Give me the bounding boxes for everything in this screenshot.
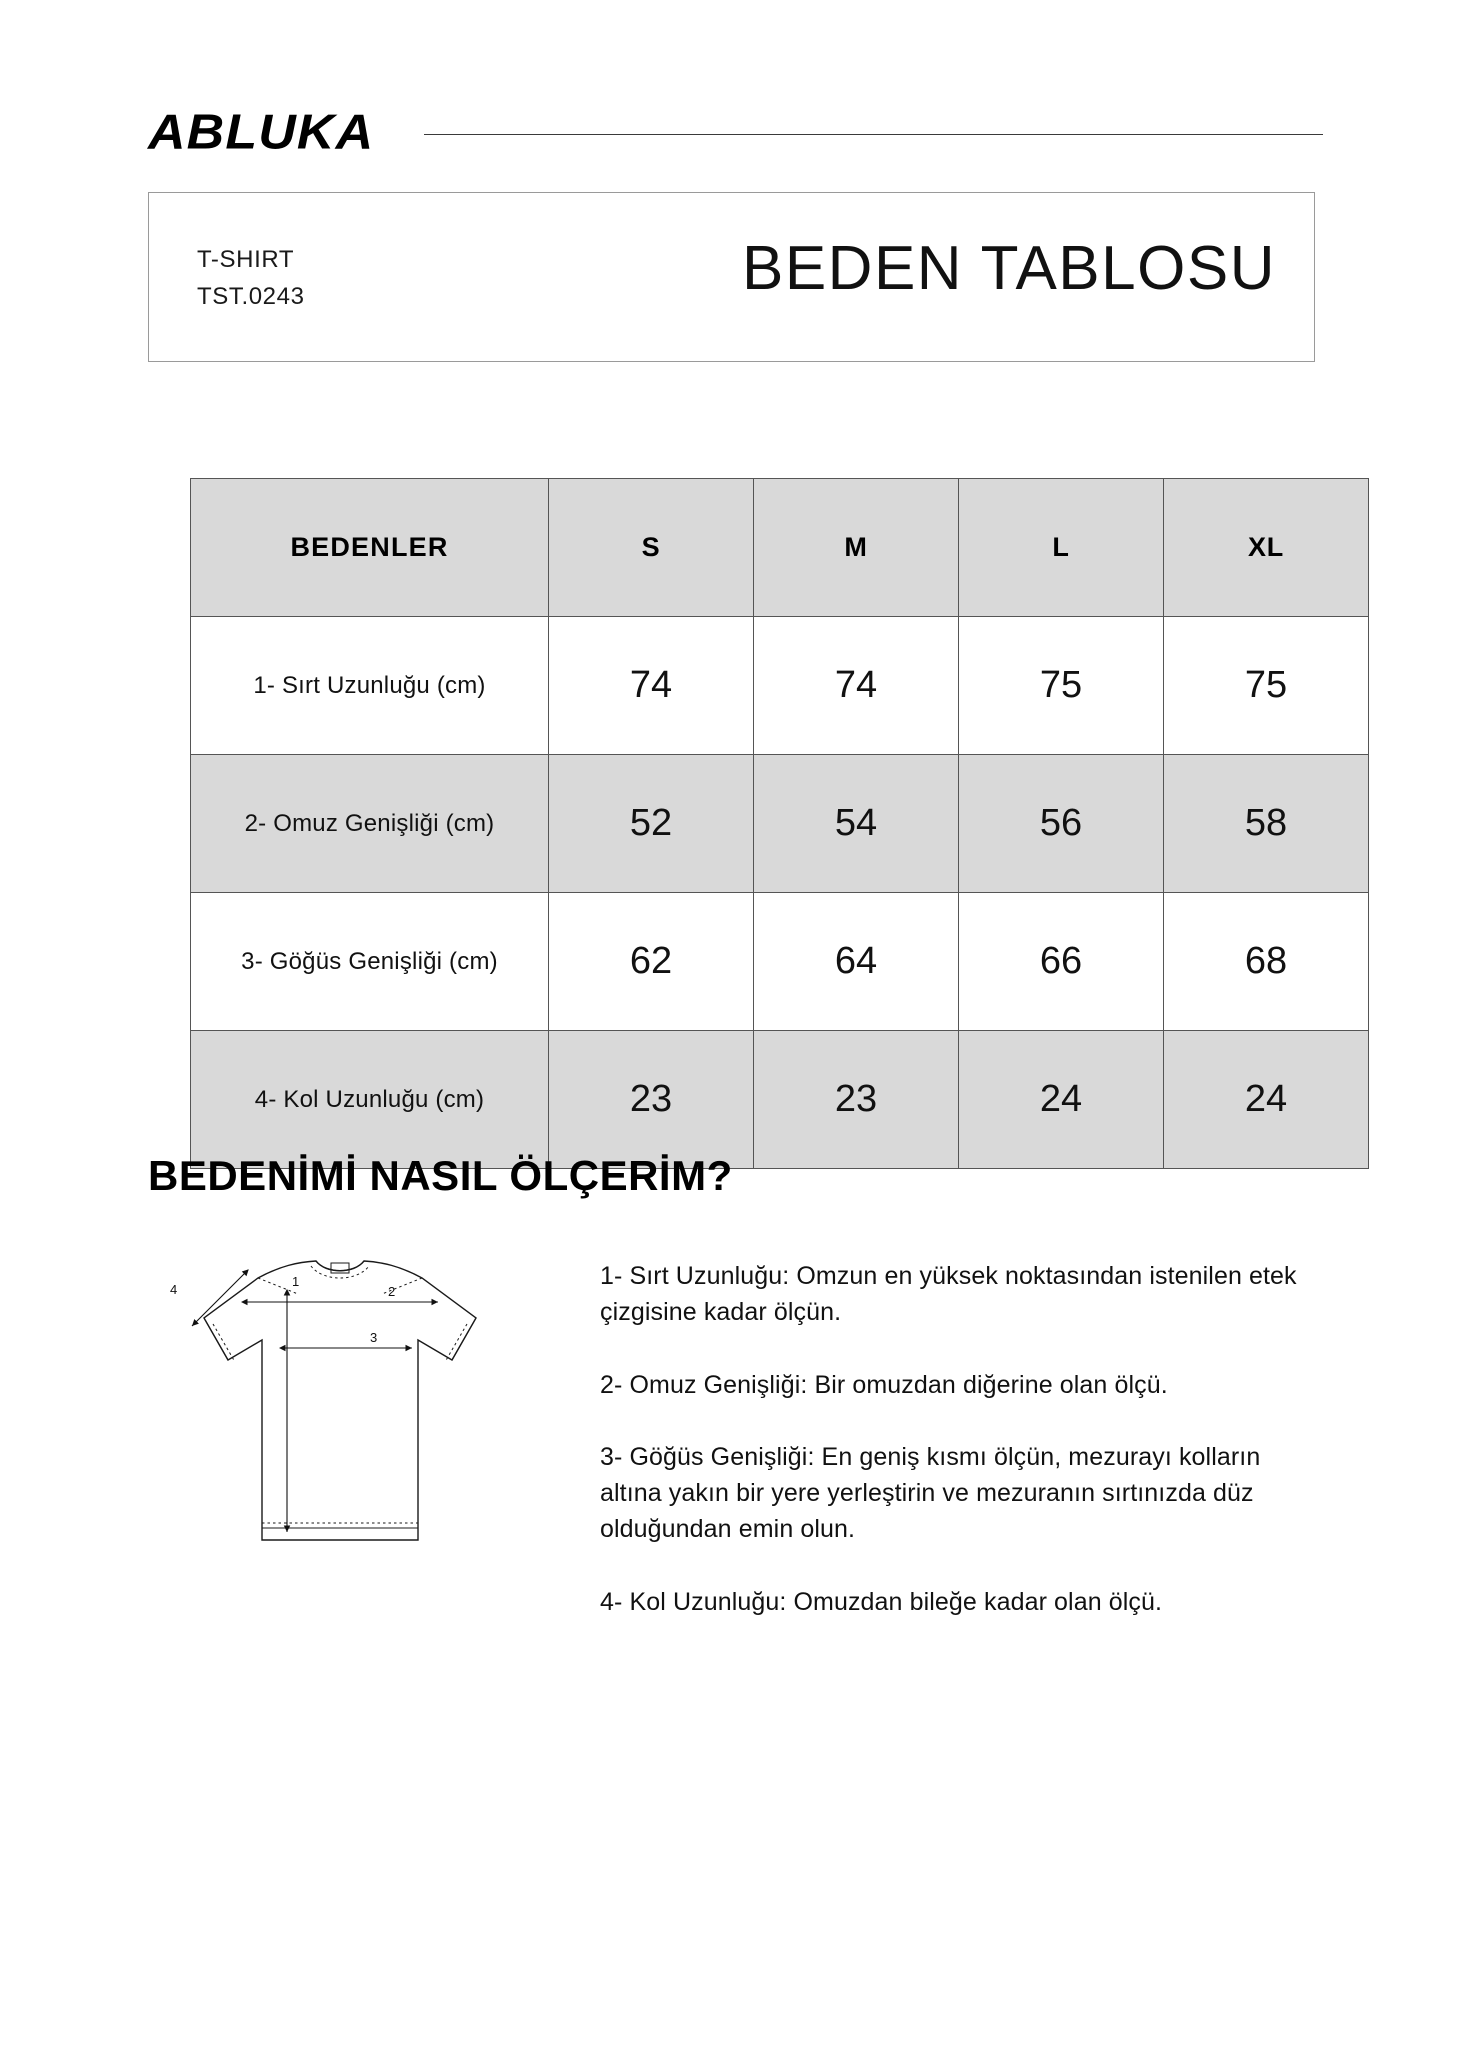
diagram-marker-4: 4: [170, 1282, 178, 1297]
step-1-back-length: 1- Sırt Uzunluğu: Omzun en yüksek noktasından istenilen etek çizgisine kadar ölçün.: [600, 1262, 1297, 1327]
measure-line-sleeve-length: [192, 1270, 248, 1326]
column-header-s: S: [549, 479, 754, 617]
brand-header: [148, 105, 1323, 160]
cell-back-length-s: 74: [549, 617, 754, 755]
table-row: [191, 1031, 1369, 1169]
row-label-back-length: 1- Sırt Uzunluğu (cm): [191, 617, 549, 755]
column-header-m: M: [754, 479, 959, 617]
step-3-chest-width: 3- Göğüs Genişliği: En geniş kısmı ölçün, mezurayı kolların altına yakın bir yere yerleştirin ve mezuranın sırtınızda düz olduğundan emin olun.: [600, 1442, 1261, 1544]
cell-back-length-xl: 75: [1164, 617, 1369, 755]
howto-steps: [600, 1258, 1320, 1620]
page-title: BEDEN TABLOSU: [741, 234, 1276, 303]
row-label-sleeve-length: 4- Kol Uzunluğu (cm): [191, 1031, 549, 1169]
column-header-xl: XL: [1164, 479, 1369, 617]
diagram-marker-3: 3: [370, 1330, 378, 1345]
step-4-sleeve-length: 4- Kol Uzunluğu: Omuzdan bileğe kadar olan ölçü.: [600, 1587, 1163, 1616]
title-box: [148, 192, 1315, 362]
cell-shoulder-width-s: 52: [549, 755, 754, 893]
cell-shoulder-width-m: 54: [754, 755, 959, 893]
cell-chest-width-xl: 68: [1164, 893, 1369, 1031]
column-header-l: L: [959, 479, 1164, 617]
step-2-shoulder-width: 2- Omuz Genişliği: Bir omuzdan diğerine olan ölçü.: [600, 1370, 1168, 1399]
table-row: [191, 617, 1369, 755]
cell-sleeve-length-s: 23: [549, 1031, 754, 1169]
cell-back-length-l: 75: [959, 617, 1164, 755]
product-code-label: TST.0243: [197, 283, 305, 311]
cell-chest-width-m: 64: [754, 893, 959, 1031]
diagram-marker-2: 2: [388, 1284, 396, 1299]
howto-heading: BEDENİMİ NASIL ÖLÇERİM?: [148, 1152, 733, 1199]
diagram-marker-1: 1: [292, 1274, 300, 1289]
table-row: [191, 755, 1369, 893]
cell-back-length-m: 74: [754, 617, 959, 755]
tshirt-outline: [204, 1261, 476, 1540]
product-type-label: T-SHIRT: [197, 246, 295, 273]
cell-shoulder-width-xl: 58: [1164, 755, 1369, 893]
cell-shoulder-width-l: 56: [959, 755, 1164, 893]
cell-sleeve-length-xl: 24: [1164, 1031, 1369, 1169]
product-info: [197, 241, 305, 315]
column-header-bedenler: BEDENLER: [191, 479, 549, 617]
cell-chest-width-l: 66: [959, 893, 1164, 1031]
cell-sleeve-length-l: 24: [959, 1031, 1164, 1169]
table-header-row: [191, 479, 1369, 617]
row-label-chest-width: 3- Göğüs Genişliği (cm): [191, 893, 549, 1031]
tshirt-diagram: [130, 1240, 550, 1660]
abluka-logo: ABLUKA: [148, 105, 375, 160]
tshirt-measurement-svg: [130, 1240, 550, 1660]
cell-sleeve-length-m: 23: [754, 1031, 959, 1169]
row-label-shoulder-width: 2- Omuz Genişliği (cm): [191, 755, 549, 893]
size-table: [190, 478, 1369, 1169]
cell-chest-width-s: 62: [549, 893, 754, 1031]
table-row: [191, 893, 1369, 1031]
header-divider-rule: [424, 134, 1323, 135]
